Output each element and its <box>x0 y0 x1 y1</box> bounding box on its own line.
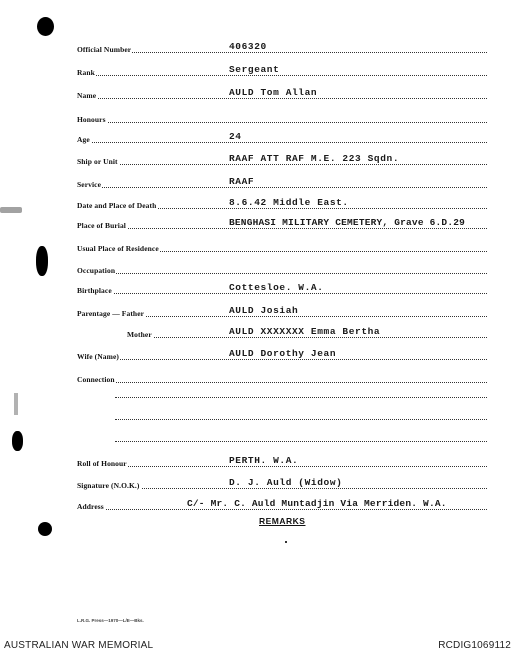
field-label: Parentage — Father <box>77 309 145 318</box>
field-label: Date and Place of Death <box>77 201 157 210</box>
field-birthplace <box>77 277 487 297</box>
record-id: RCDIG1069112 <box>438 640 511 651</box>
field-address <box>77 493 487 513</box>
field-connection <box>77 366 487 386</box>
field-place-of-burial <box>77 212 487 232</box>
field-label: Ship or Unit <box>77 157 118 166</box>
field-service <box>77 171 487 191</box>
field-label: Usual Place of Residence <box>77 244 159 253</box>
connection-line <box>115 418 487 420</box>
archive-name: AUSTRALIAN WAR MEMORIAL <box>4 640 154 651</box>
punch-hole <box>38 522 52 536</box>
dotted-line <box>77 74 487 76</box>
dotted-line <box>77 186 487 188</box>
field-label: Place of Burial <box>77 221 126 230</box>
remarks-heading: REMARKS <box>259 516 306 526</box>
field-value: AULD XXXXXXX Emma Bertha <box>229 326 381 337</box>
field-value: D. J. Auld (Widow) <box>229 477 343 488</box>
punch-hole <box>36 246 48 276</box>
dotted-line <box>77 141 487 143</box>
field-value: RAAF <box>229 176 255 187</box>
dotted-line <box>77 121 487 123</box>
field-age <box>77 126 487 146</box>
edge-damage-mark <box>14 393 18 415</box>
connection-line <box>115 440 487 442</box>
field-value: AULD Tom Allan <box>229 87 318 98</box>
connection-line <box>115 396 487 398</box>
field-father <box>77 300 487 320</box>
field-label: Official Number <box>77 45 132 54</box>
field-wife <box>77 343 487 363</box>
dotted-line <box>77 272 487 274</box>
field-label: Wife (Name) <box>77 352 119 361</box>
field-honours <box>77 106 487 126</box>
field-label: Service <box>77 180 102 189</box>
punch-hole <box>12 431 23 451</box>
field-label: Rank <box>77 68 95 77</box>
field-label: Age <box>77 135 90 144</box>
field-label: Address <box>77 502 104 511</box>
field-official-number <box>77 36 487 56</box>
dotted-line <box>77 381 487 383</box>
punch-hole <box>37 17 54 36</box>
field-value: Cottesloe. W.A. <box>229 282 324 293</box>
archive-footer <box>0 637 516 654</box>
field-value: BENGHASI MILITARY CEMETERY, Grave 6.D.29 <box>229 217 466 228</box>
field-label: Birthplace <box>77 286 112 295</box>
field-label: Name <box>77 91 97 100</box>
field-value: 24 <box>229 131 242 142</box>
field-label: Occupation <box>77 266 116 275</box>
field-label: Mother <box>127 330 152 339</box>
field-roll-of-honour <box>77 450 487 470</box>
field-label: Roll of Honour <box>77 459 127 468</box>
field-name <box>77 82 487 102</box>
remarks-mark <box>285 541 287 543</box>
field-label: Signature (N.O.K.) <box>77 481 140 490</box>
field-value: 8.6.42 Middle East. <box>229 197 349 208</box>
field-value: AULD Dorothy Jean <box>229 348 337 359</box>
edge-damage-mark <box>0 207 22 213</box>
field-mother <box>77 321 487 341</box>
field-value: PERTH. W.A. <box>229 455 299 466</box>
field-usual-residence <box>77 235 487 255</box>
field-occupation <box>77 257 487 277</box>
field-value: RAAF ATT RAF M.E. 223 Sqdn. <box>229 153 400 164</box>
field-rank <box>77 59 487 79</box>
printer-imprint: L.R.G. Press—1970—L/E—Bks. <box>77 618 144 623</box>
field-label: Connection <box>77 375 115 384</box>
field-value: 406320 <box>229 41 267 52</box>
field-value: AULD Josiah <box>229 305 299 316</box>
field-value: Sergeant <box>229 64 280 75</box>
field-value: C/- Mr. C. Auld Muntadjin Via Merriden. W.A. <box>187 498 447 509</box>
field-signature-nok <box>77 472 487 492</box>
dotted-line <box>77 51 487 53</box>
field-ship-or-unit <box>77 148 487 168</box>
field-label: Honours <box>77 115 106 124</box>
field-date-place-death <box>77 192 487 212</box>
